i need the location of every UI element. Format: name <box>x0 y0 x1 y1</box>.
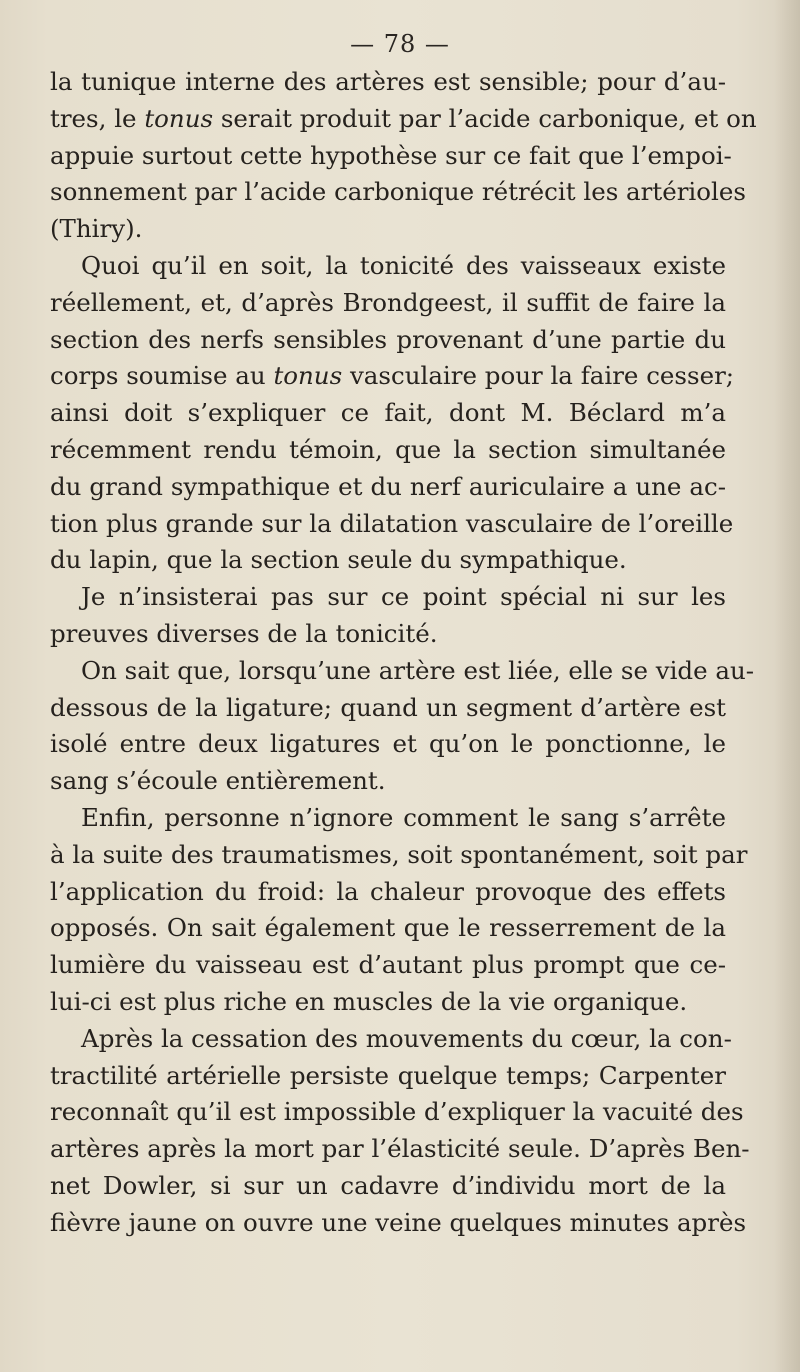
text-line: la tunique interne des artères est sensible; pour d’au- <box>50 67 726 96</box>
paragraph-start-line: Quoi qu’il en soit, la tonicité des vaisseaux existe <box>81 250 726 280</box>
text-line: sang s’écoule entièrement. <box>50 766 386 796</box>
text-line: du lapin, que la section seule du sympathique. <box>50 545 627 575</box>
italic-term: tonus <box>273 361 343 391</box>
text-line: lumière du vaisseau est d’autant plus prompt que ce- <box>50 950 726 980</box>
text-line: opposés. On sait également que le resserrement de la <box>50 913 726 943</box>
text-line: du grand sympathique et du nerf auriculaire a une ac- <box>50 471 726 501</box>
text-line: lui-ci est plus riche en muscles de la vie organique. <box>50 986 688 1016</box>
text-line: à la suite des traumatismes, soit spontanément, soit par <box>50 839 748 869</box>
text-line: sonnement par l’acide carbonique rétrécit les artérioles <box>50 177 746 207</box>
text-line: réellement, et, d’après Brondgeest, il suffit de faire la <box>50 287 726 317</box>
text-line: appuie surtout cette hypothèse sur ce fait que l’empoi- <box>50 140 732 170</box>
text-line: tres, le tonus serait produit par l’acide carbonique, et on <box>50 103 757 133</box>
text-line: preuves diverses de la tonicité. <box>50 618 438 648</box>
text-line: corps soumise au tonus vasculaire pour la faire cesser; <box>50 361 735 391</box>
text-line: reconnaît qu’il est impossible d’expliquer la vacuité des <box>50 1097 744 1127</box>
text-line: récemment rendu témoin, que la section simultanée <box>50 434 726 464</box>
text-line: isolé entre deux ligatures et qu’on le ponctionne, le <box>50 729 726 759</box>
paragraph-start-line: On sait que, lorsqu’une artère est liée, elle se vide au- <box>81 655 755 685</box>
text-line: (Thiry). <box>50 214 143 244</box>
body-text <box>50 64 757 1242</box>
text-line: dessous de la ligature; quand un segment d’artère est <box>50 692 726 722</box>
page-number: — 78 — <box>350 30 450 58</box>
text-line: net Dowler, si sur un cadavre d’individu mort de la <box>50 1170 726 1200</box>
italic-term: tonus <box>144 103 214 133</box>
text-line: artères après la mort par l’élasticité seule. D’après Ben- <box>50 1134 750 1164</box>
paragraph-start-line: Enfin, personne n’ignore comment le sang s’arrête <box>81 802 726 832</box>
text-line: fièvre jaune on ouvre une veine quelques minutes après <box>50 1207 747 1237</box>
text-line: l’application du froid: la chaleur provoque des effets <box>50 876 726 906</box>
text-line: tion plus grande sur la dilatation vasculaire de l’oreille <box>50 508 734 538</box>
text-line: tractilité artérielle persiste quelque temps; Carpenter <box>50 1060 726 1090</box>
paragraph-start-line: Après la cessation des mouvements du cœur, la con- <box>81 1023 732 1053</box>
page-edge-shadow <box>774 0 800 1372</box>
paragraph-start-line: Je n’insisterai pas sur ce point spécial ni sur les <box>81 582 726 612</box>
text-line: ainsi doit s’expliquer ce fait, dont M. Béclard m’a <box>50 398 726 428</box>
text-line: section des nerfs sensibles provenant d’une partie du <box>50 324 726 354</box>
